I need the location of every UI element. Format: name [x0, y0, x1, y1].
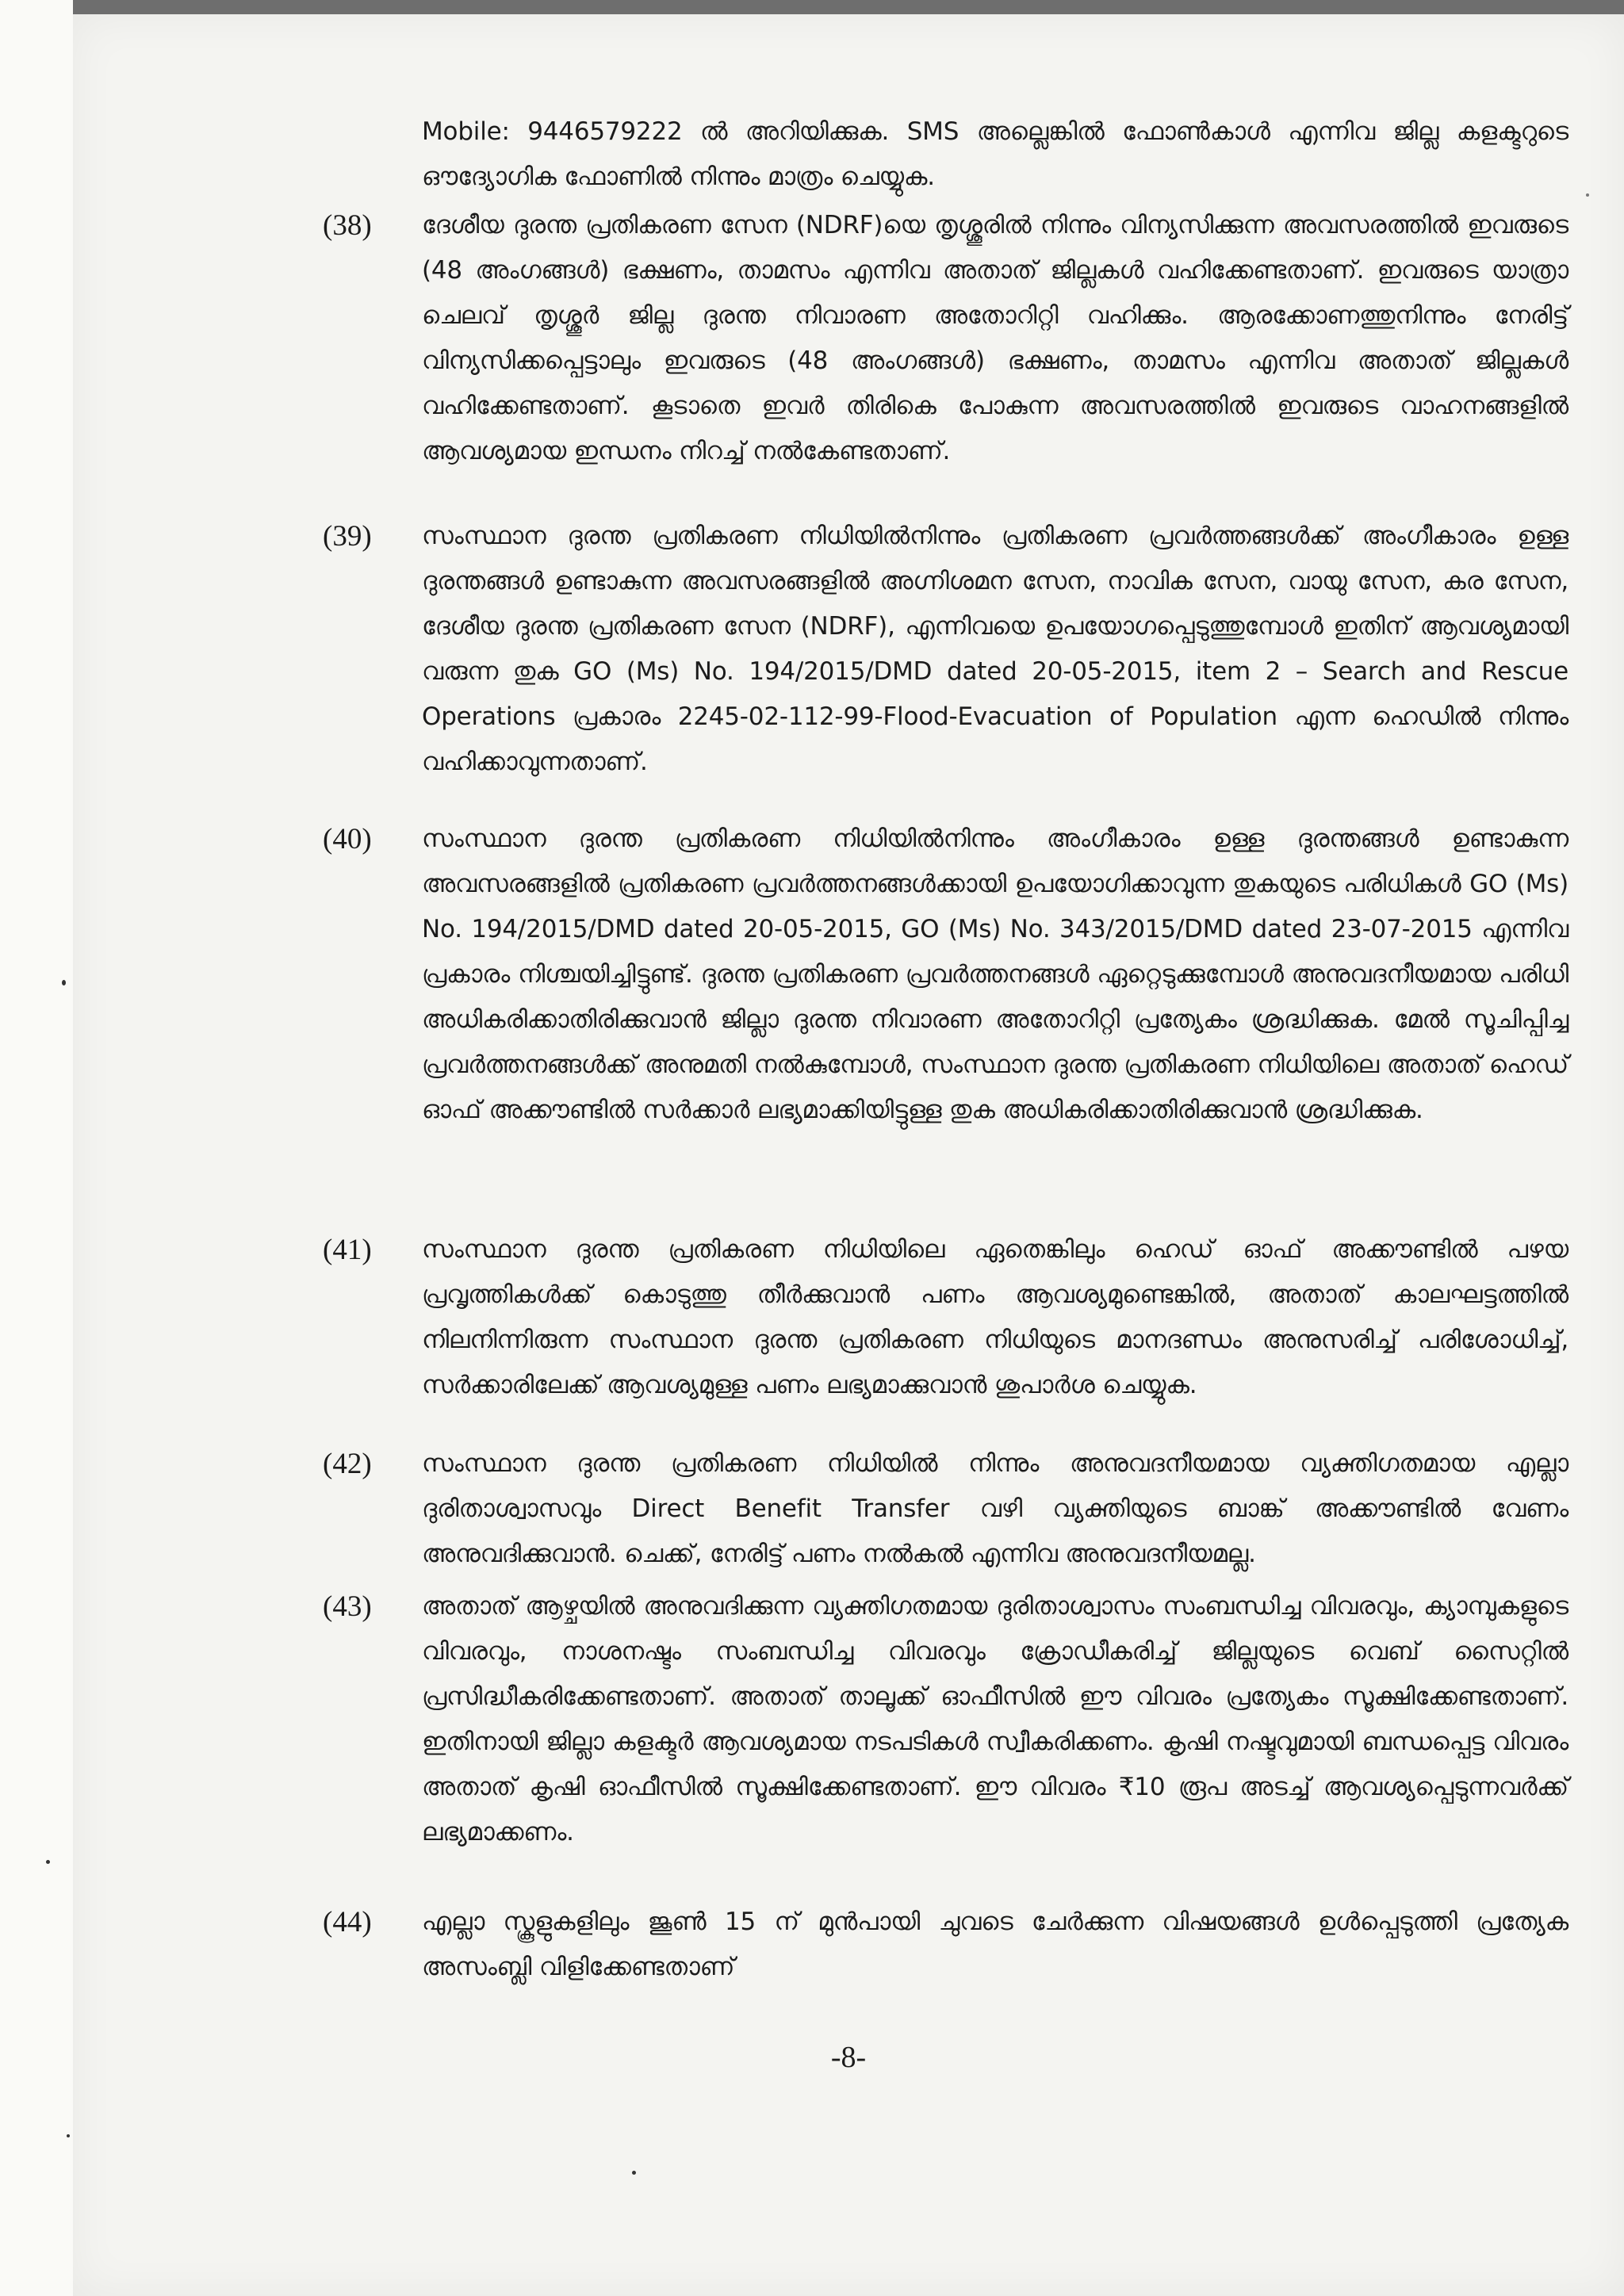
paragraph-text: സംസ്ഥാന ദുരന്ത പ്രതികരണ നിധിയിൽനിന്നും അംഗീകാരം ഉള്ള ദുരന്തങ്ങൾ ഉണ്ടാകുന്ന അവസരങ്ങളിൽ പ്രതികരണ പ്രവർത്തനങ്ങൾക്കായി ഉപയോഗിക്കാവുന്ന തുകയുടെ പരിധികൾ GO (Ms) No. 194/2015/DMD dated 20-05-2015, GO (Ms) No. 343/2015/DMD dated 23-07-2015 എന്നിവ പ്രകാരം നിശ്ചയിച്ചിട്ടുണ്ട്. ദുരന്ത പ്രതികരണ പ്രവർത്തനങ്ങൾ ഏറ്റെടുക്കുമ്പോൾ അനുവദനീയമായ പരിധി അധികരിക്കാതിരിക്കുവാൻ ജില്ലാ ദുരന്ത നിവാരണ അതോറിറ്റി പ്രത്യേകം ശ്രദ്ധിക്കുക. മേൽ സൂചിപ്പിച്ച പ്രവർത്തനങ്ങൾക്ക് അനുമതി നൽകുമ്പോൾ, സംസ്ഥാന ദുരന്ത പ്രതികരണ നിധിയിലെ അതാത് ഹെഡ് ഓഫ് അക്കൗണ്ടിൽ സർക്കാർ ലഭ്യമാക്കിയിട്ടുള്ള തുക അധികരിക്കാതിരിക്കുവാൻ ശ്രദ്ധിക്കുക.	[422, 825, 1568, 1124]
paragraph-text: സംസ്ഥാന ദുരന്ത പ്രതികരണ നിധിയിൽനിന്നും പ്രതികരണ പ്രവർത്തങ്ങൾക്ക് അംഗീകാരം ഉള്ള ദുരന്തങ്ങൾ ഉണ്ടാകുന്ന അവസരങ്ങളിൽ അഗ്നിശമന സേന, നാവിക സേന, വായു സേന, കര സേന, ദേശീയ ദുരന്ത പ്രതികരണ സേന (NDRF), എന്നിവയെ ഉപയോഗപ്പെടുത്തുമ്പോൾ ഇതിന് ആവശ്യമായി വരുന്ന തുക GO (Ms) No. 194/2015/DMD dated 20-05-2015, item 2 – Search and Rescue Operations പ്രകാരം 2245-02-112-99-Flood-Evacuation of Population എന്ന ഹെഡിൽ നിന്നും വഹിക്കാവുന്നതാണ്.	[422, 522, 1568, 776]
paragraph-text: സംസ്ഥാന ദുരന്ത പ്രതികരണ നിധിയിലെ ഏതെങ്കിലും ഹെഡ് ഓഫ് അക്കൗണ്ടിൽ പഴയ പ്രവൃത്തികൾക്ക് കൊടുത്തു തീർക്കുവാൻ പണം ആവശ്യമുണ്ടെങ്കിൽ, അതാത് കാലഘട്ടത്തിൽ നിലനിന്നിരുന്ന സംസ്ഥാന ദുരന്ത പ്രതികരണ നിധിയുടെ മാനദണ്ഡം അനുസരിച്ച് പരിശോധിച്ച്, സർക്കാരിലേക്ക് ആവശ്യമുള്ള പണം ലഭ്യമാക്കുവാൻ ശുപാർശ ചെയ്യുക.	[422, 1235, 1568, 1399]
scan-speck	[62, 980, 66, 985]
scan-speck	[46, 1860, 50, 1864]
paragraph-number: (42)	[323, 1448, 372, 1480]
paragraph-text: എല്ലാ സ്കൂളുകളിലും ജൂൺ 15 ന് മുൻപായി ചുവടെ ചേർക്കുന്ന വിഷയങ്ങൾ ഉൾപ്പെടുത്തി പ്രത്യേക അസംബ്ലി വിളിക്കേണ്ടതാണ്	[422, 1908, 1568, 1981]
paragraph-number: (41)	[323, 1234, 372, 1266]
document-page	[73, 14, 1624, 2296]
paragraph-number: (38)	[323, 209, 372, 242]
paragraph-number: (39)	[323, 520, 372, 553]
paragraph-text: സംസ്ഥാന ദുരന്ത പ്രതികരണ നിധിയിൽ നിന്നും അനുവദനീയമായ വ്യക്തിഗതമായ എല്ലാ ദുരിതാശ്വാസവും Direct Benefit Transfer വഴി വ്യക്തിയുടെ ബാങ്ക് അക്കൗണ്ടിൽ വേണം അനുവദിക്കുവാൻ. ചെക്ക്, നേരിട്ട് പണം നൽകൽ എന്നിവ അനുവദനീയമല്ല.	[422, 1449, 1568, 1568]
scan-speck	[67, 2134, 70, 2137]
scan-speck	[1586, 193, 1589, 197]
page-number: -8-	[830, 2041, 867, 2074]
paragraph-number: (43)	[323, 1590, 372, 1623]
paragraph-text: അതാത് ആഴ്ചയിൽ അനുവദിക്കുന്ന വ്യക്തിഗതമായ ദുരിതാശ്വാസം സംബന്ധിച്ച വിവരവും, ക്യാമ്പുകളുടെ വിവരവും, നാശനഷ്ടം സംബന്ധിച്ച വിവരവും ക്രോഡീകരിച്ച് ജില്ലയുടെ വെബ് സൈറ്റിൽ പ്രസിദ്ധീകരിക്കേണ്ടതാണ്. അതാത് താലൂക്ക് ഓഫീസിൽ ഈ വിവരം പ്രത്യേകം സൂക്ഷിക്കേണ്ടതാണ്. ഇതിനായി ജില്ലാ കളക്ടർ ആവശ്യമായ നടപടികൾ സ്വീകരിക്കണം. കൃഷി നഷ്ടവുമായി ബന്ധപ്പെട്ട വിവരം അതാത് കൃഷി ഓഫീസിൽ സൂക്ഷിക്കേണ്ടതാണ്. ഈ വിവരം ₹10 രൂപ അടച്ച് ആവശ്യപ്പെടുന്നവർക്ക് ലഭ്യമാക്കണം.	[422, 1592, 1568, 1846]
scanner-margin	[0, 0, 73, 2296]
paragraph-text: ദേശീയ ദുരന്ത പ്രതികരണ സേന (NDRF)യെ തൃശ്ശൂരിൽ നിന്നും വിന്യസിക്കുന്ന അവസരത്തിൽ ഇവരുടെ (48 അംഗങ്ങൾ) ഭക്ഷണം, താമസം എന്നിവ അതാത് ജില്ലകൾ വഹിക്കേണ്ടതാണ്. ഇവരുടെ യാത്രാ ചെലവ് തൃശ്ശൂർ ജില്ല ദുരന്ത നിവാരണ അതോറിറ്റി വഹിക്കും. ആരക്കോണത്തുനിന്നും നേരിട്ട് വിന്യസിക്കപ്പെട്ടാലും ഇവരുടെ (48 അംഗങ്ങൾ) ഭക്ഷണം, താമസം എന്നിവ അതാത് ജില്ലകൾ വഹിക്കേണ്ടതാണ്. കൂടാതെ ഇവർ തിരികെ പോകുന്ന അവസരത്തിൽ ഇവരുടെ വാഹനങ്ങളിൽ ആവശ്യമായ ഇന്ധനം നിറച്ച് നൽകേണ്ടതാണ്.	[422, 211, 1568, 465]
paragraph-number: (40)	[323, 823, 372, 855]
paragraph-number: (44)	[323, 1906, 372, 1938]
scan-speck	[632, 2171, 636, 2175]
paragraph-text: Mobile: 9446579222 ൽ അറിയിക്കുക. SMS അല്ലെങ്കിൽ ഫോൺകാൾ എന്നിവ ജില്ല കളക്ടറുടെ ഔദ്യോഗിക ഫോണിൽ നിന്നും മാത്രം ചെയ്യുക.	[422, 117, 1568, 191]
